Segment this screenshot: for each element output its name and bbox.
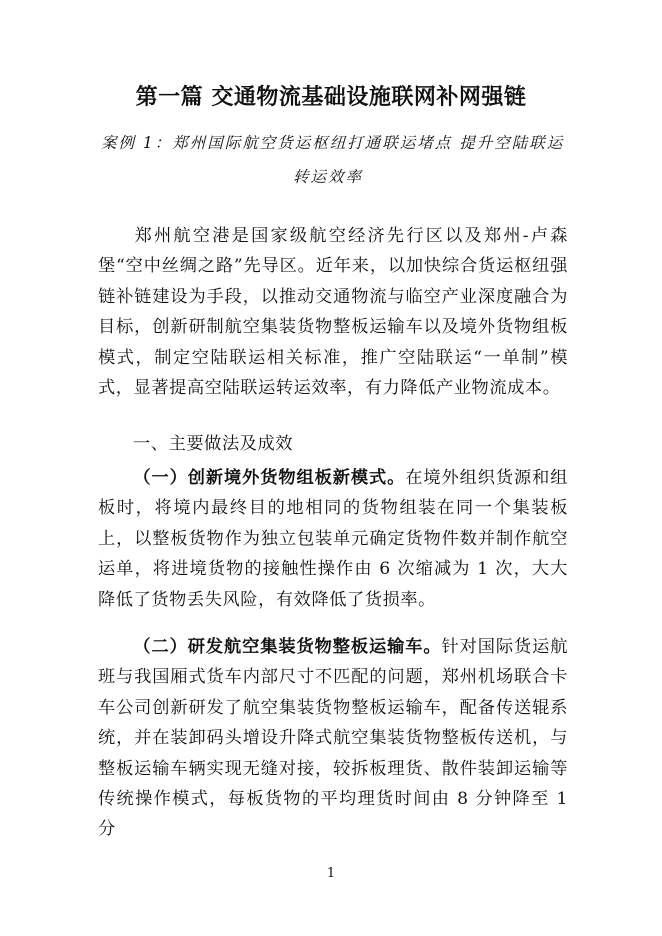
section-heading: 一、主要做法及成效 <box>133 434 294 454</box>
intro-paragraph-text: 郑州航空港是国家级航空经济先行区以及郑州-卢森堡“空中丝绸之路”先导区。近年来，以加快综合货运枢纽强链补链建设为手段，以推动交通物流与临空产业深度融合为目标，创新研制航空集装货物整板运输车以及境外货物组板模式，制定空陆联运相关标准，推广空陆联运“一单制”模式，显著提高空陆联运转运效率，有力降低产业物流成本。 <box>98 226 568 399</box>
case-title-line-1: 案例 1：郑州国际航空货运枢纽打通联运堵点 提升空陆联运 <box>101 134 565 152</box>
measure-1-paragraph <box>98 463 568 615</box>
page-number: 1 <box>326 866 336 881</box>
chapter-title: 第一篇 交通物流基础设施联网补网强链 <box>135 85 527 110</box>
case-title-line-2: 转运效率 <box>293 168 364 186</box>
measure-1-lead: （一）创新境外货物组板新模式。 <box>133 468 406 488</box>
measure-1-body: 在境外组织货源和组板时，将境内最终目的地相同的货物组装在同一个集装板上，以整板货物作为独立包装单元确定货物件数并制作航空运单，将进境货物的接触性操作由 6 次缩减为 1 次，大大降低了货物丢失风险，有效降低了货损率。 <box>98 468 568 610</box>
measure-2-body: 针对国际货运航班与我国厢式货车内部尺寸不匹配的问题，郑州机场联合卡车公司创新研发了航空集装货物整板运输车，配备传送辊系统，并在装卸码头增设升降式航空集装货物整板传送机，与整板运输车辆实现无缝对接，较拆板理货、散件装卸运输等传统操作模式，每板货物的平均理货时间由 8 分钟降至 1 分 <box>98 637 569 840</box>
intro-paragraph <box>98 221 568 403</box>
measure-2-paragraph <box>98 632 568 845</box>
measure-2-lead: （二）研发航空集装货物整板运输车。 <box>133 637 442 657</box>
